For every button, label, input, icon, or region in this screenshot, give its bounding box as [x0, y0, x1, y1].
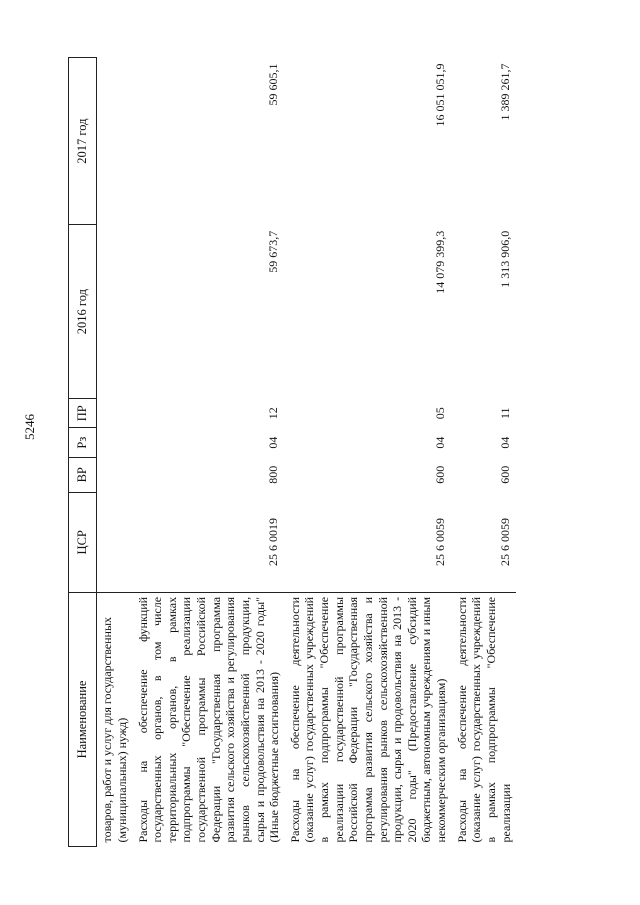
table-header-row: [69, 58, 97, 847]
row-2016: 14 079 399,3: [433, 230, 447, 294]
row-2017: 1 389 261,7: [497, 63, 512, 121]
row-rz: 04: [433, 436, 447, 449]
row-vr: 600: [497, 465, 512, 484]
budget-table: [68, 57, 516, 847]
row-2016: 59 673,7: [266, 230, 281, 273]
row-rz: [97, 428, 133, 457]
table-row: [285, 58, 452, 847]
header-2017: 2017 год: [69, 58, 97, 225]
rotated-page: [68, 57, 588, 847]
page-number: 5246: [22, 414, 37, 440]
table-row: [452, 58, 517, 847]
row-2016: 1 313 906,0: [497, 230, 512, 288]
header-csr: ЦСР: [69, 492, 97, 592]
row-csr: [97, 492, 133, 592]
header-2016: 2016 год: [69, 225, 97, 399]
row-pr: [97, 399, 133, 428]
row-name: Расходы на обеспечение деятельности (оказание услуг) государственных учреждений в рамках подпрограммы "Обеспечение реализации: [452, 592, 517, 846]
row-pr: 12: [266, 407, 281, 420]
table-row: [133, 58, 285, 847]
row-vr: 600: [433, 465, 447, 484]
row-vr: [97, 457, 133, 492]
header-vr: ВР: [69, 457, 97, 492]
row-2017: [97, 58, 133, 225]
row-2017: 16 051 051,9: [433, 63, 447, 127]
row-name: Расходы на обеспечение функций государственных органов, в том числе территориальных органов, в рамках подпрограммы "Обеспечение реализации государственной программы Российской Федерации "Государственная программа развития сельского хозяйства и регулирования рынков сельскохозяйственной продукции, сырья и продовольствия на 2013 - 2020 годы" (Иные бюджетные ассигнования): [133, 592, 285, 846]
row-rz: 04: [266, 436, 281, 449]
header-rz: Рз: [69, 428, 97, 457]
header-name: Наименование: [69, 592, 97, 846]
row-vr: 800: [266, 465, 281, 484]
row-2017: 59 605,1: [266, 63, 281, 106]
row-pr: 11: [497, 407, 512, 420]
row-csr: 25 6 0059: [497, 518, 512, 567]
header-pr: ПР: [69, 399, 97, 428]
row-csr: 25 6 0059: [433, 518, 447, 567]
row-name: товаров, работ и услуг для государственных (муниципальных) нужд): [97, 592, 133, 846]
row-rz: 04: [497, 436, 512, 449]
row-2016: [97, 225, 133, 399]
row-csr: 25 6 0019: [266, 518, 281, 567]
row-pr: 05: [433, 407, 447, 420]
row-name: Расходы на обеспечение деятельности (оказание услуг) государственных учреждений в рамках подпрограммы "Обеспечение реализации государственной программы Российской Федерации "Государственная программа развития сельского хозяйства и регулирования рынков сельскохозяйственной продукции, сырья и продовольствия на 2013 - 2020 годы" (Предоставление субсидий бюджетным, автономным учреждениям и иным некоммерческим организациям): [285, 592, 452, 846]
table-row: [97, 58, 133, 847]
